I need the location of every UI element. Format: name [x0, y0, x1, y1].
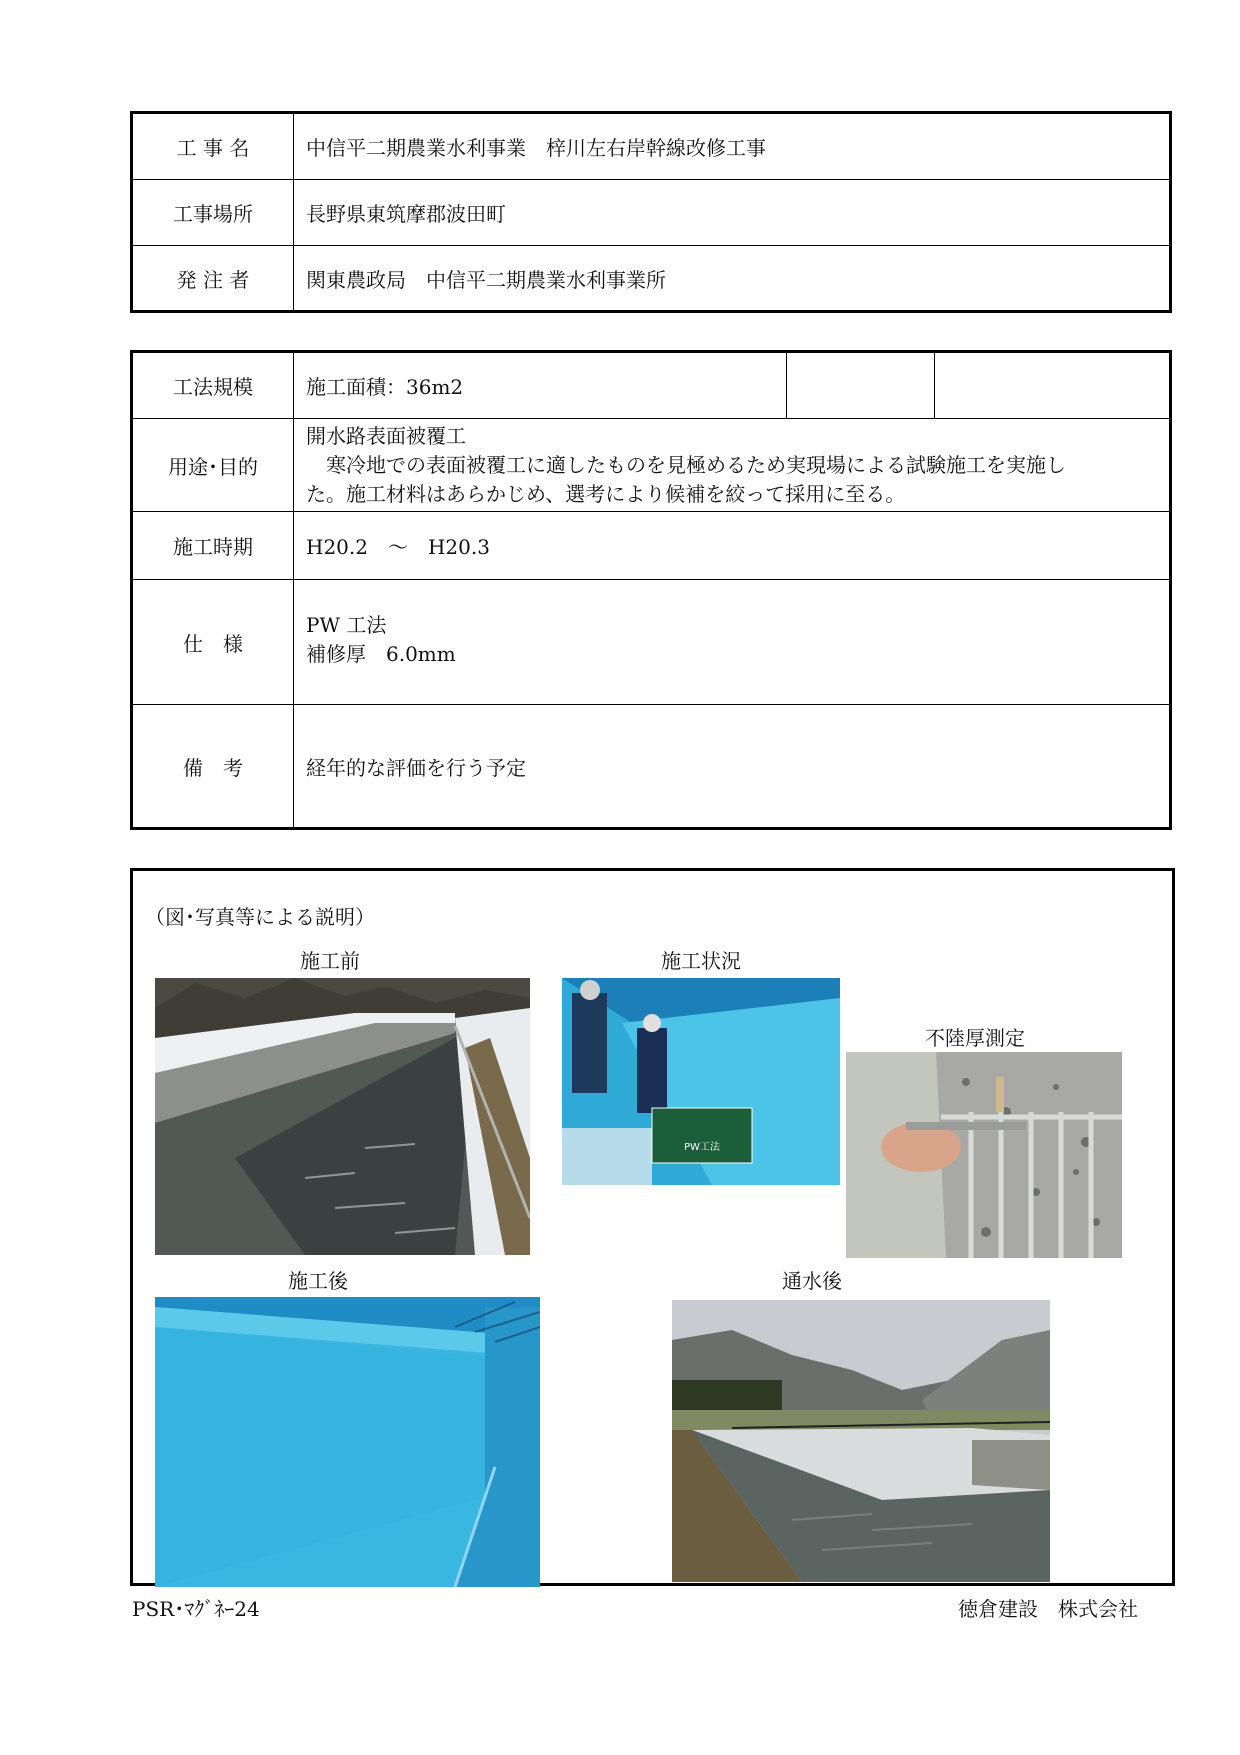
method-detail-table	[130, 350, 1172, 830]
remarks-value: 経年的な評価を行う予定	[306, 755, 526, 780]
photo-section-heading: （図･写真等による説明）	[145, 905, 375, 929]
purpose-line-3: た。施工材料はあらかじめ、選考により候補を絞って採用に至る。	[306, 481, 906, 506]
purpose-label: 用途･目的	[133, 419, 294, 511]
client-label: 発 注 者	[133, 246, 294, 310]
spec-label: 仕 様	[133, 580, 294, 704]
client-value: 関東農政局 中信平二期農業水利事業所	[306, 267, 666, 292]
project-name-label: 工 事 名	[133, 114, 294, 179]
purpose-value	[306, 419, 1159, 511]
spec-row	[133, 580, 1169, 705]
caption-thickness-measurement: 不陸厚測定	[925, 1026, 1025, 1050]
project-name-row	[133, 114, 1169, 180]
scale-empty-cell-divider-2	[934, 353, 935, 418]
scale-row	[133, 353, 1169, 419]
caption-after-construction: 施工後	[288, 1269, 348, 1293]
period-label: 施工時期	[133, 512, 294, 579]
scale-label: 工法規模	[133, 353, 294, 418]
scale-empty-cell-divider-1	[786, 353, 787, 418]
photo-thickness-measurement	[846, 1052, 1122, 1258]
period-value: H20.2 ～ H20.3	[306, 535, 490, 559]
project-name-value: 中信平二期農業水利事業 梓川左右岸幹線改修工事	[306, 136, 766, 160]
spec-value	[306, 580, 1159, 704]
remarks-row	[133, 705, 1169, 827]
caption-before-construction: 施工前	[300, 949, 360, 973]
photo-sign-text: PW工法	[684, 1142, 720, 1153]
purpose-line-1: 開水路表面被覆工	[306, 423, 466, 448]
project-location-value: 長野県東筑摩郡波田町	[306, 202, 506, 226]
client-row	[133, 246, 1169, 310]
project-location-label: 工事場所	[133, 180, 294, 245]
photo-before-construction	[155, 978, 530, 1255]
project-location-row	[133, 180, 1169, 246]
period-row	[133, 512, 1169, 580]
photo-after-water-flow	[672, 1300, 1050, 1582]
footer-document-code: PSR･ﾏｸﾞﾈｰ24	[132, 1597, 260, 1621]
project-info-table	[130, 111, 1172, 313]
footer-company-name: 徳倉建設 株式会社	[958, 1597, 1138, 1621]
scale-value: 施工面積：36m2	[306, 375, 464, 399]
spec-thickness: 補修厚 6.0mm	[306, 642, 456, 666]
purpose-line-2: 寒冷地での表面被覆工に適したものを見極めるため実現場による試験施工を実施し	[306, 452, 1066, 477]
photo-after-construction	[155, 1297, 540, 1587]
spec-method: PW 工法	[306, 613, 387, 637]
remarks-label: 備 考	[133, 705, 294, 827]
caption-construction-status: 施工状況	[661, 949, 741, 973]
photo-construction-status	[562, 978, 840, 1185]
caption-after-water-flow: 通水後	[782, 1269, 842, 1293]
purpose-row	[133, 419, 1169, 512]
